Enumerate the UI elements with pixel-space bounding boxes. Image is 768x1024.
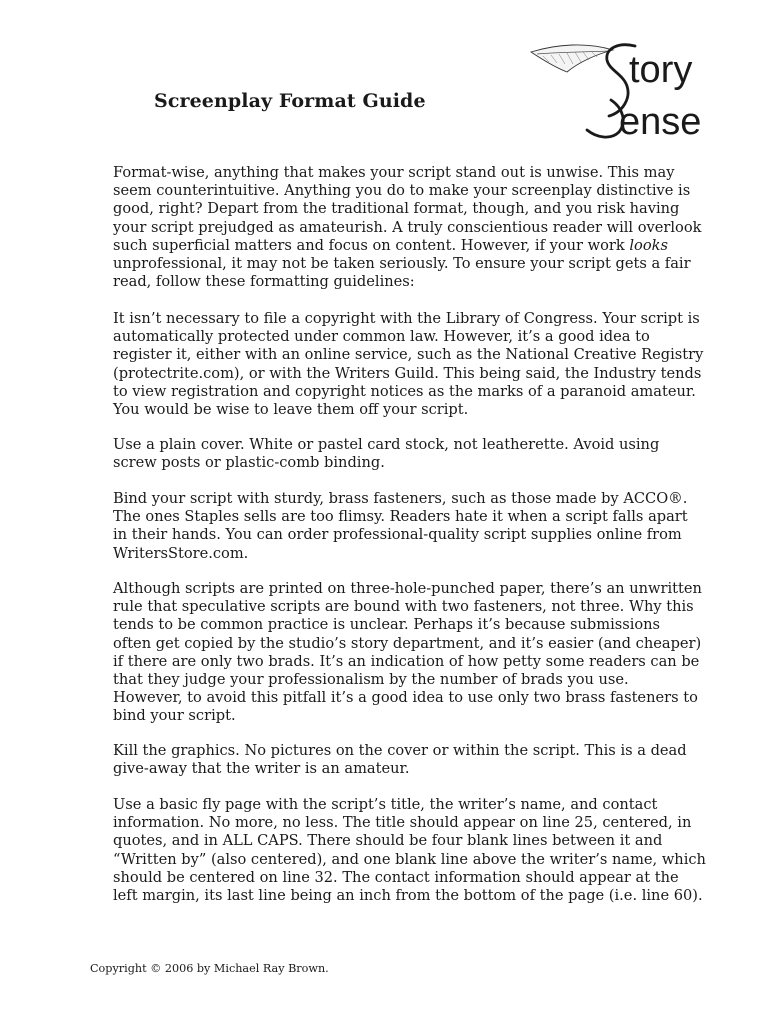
document-title: Screenplay Format Guide bbox=[154, 90, 426, 112]
logo-word-bottom: ense bbox=[619, 101, 702, 143]
text-line: Use a plain cover. White or pastel card stock, not leatherette. Avoid using bbox=[113, 436, 660, 453]
story-sense-logo bbox=[527, 38, 717, 148]
quill-pen-icon bbox=[527, 38, 717, 148]
paragraph-graphics bbox=[113, 742, 687, 778]
paragraph-fasteners bbox=[113, 580, 702, 726]
text-line: your script prejudged as amateurish. A truly conscientious reader will overlook bbox=[113, 218, 702, 236]
text-line: WritersStore.com. bbox=[113, 544, 249, 562]
paragraph-fly-page bbox=[113, 796, 706, 905]
text-line: bind your script. bbox=[113, 707, 236, 725]
text-line: Although scripts are printed on three-hole-punched paper, there’s an unwritten bbox=[113, 580, 702, 597]
text-line: should be centered on line 32. The contact information should appear at the bbox=[113, 868, 679, 886]
text-line: to view registration and copyright notices as the marks of a paranoid amateur. bbox=[113, 382, 696, 400]
text-line: Kill the graphics. No pictures on the cover or within the script. This is a dead bbox=[113, 742, 687, 759]
logo-word-top: tory bbox=[629, 49, 693, 91]
text-line: Use a basic fly page with the script’s title, the writer’s name, and contact bbox=[113, 796, 658, 813]
text-line: give-away that the writer is an amateur. bbox=[113, 760, 410, 778]
text-line: such superficial matters and focus on content. However, if your work bbox=[113, 236, 630, 254]
text-line: “Written by” (also centered), and one blank line above the writer’s name, which bbox=[113, 850, 706, 868]
paragraph-binding bbox=[113, 490, 688, 563]
text-line: It isn’t necessary to file a copyright with the Library of Congress. Your script is bbox=[113, 310, 700, 327]
text-line: You would be wise to leave them off your script. bbox=[113, 401, 469, 419]
text-line: automatically protected under common law. However, it’s a good idea to bbox=[113, 328, 650, 346]
paragraph-cover bbox=[113, 436, 659, 472]
text-line: screw posts or plastic-comb binding. bbox=[113, 454, 385, 472]
text-line: good, right? Depart from the traditional format, though, and you risk having bbox=[113, 200, 680, 218]
text-line: information. No more, no less. The title should appear on line 25, centered, in bbox=[113, 814, 692, 832]
text-line: if there are only two brads. It’s an indication of how petty some readers can be bbox=[113, 652, 700, 670]
text-line: Bind your script with sturdy, brass fasteners, such as those made by ACCO®. bbox=[113, 490, 688, 507]
text-line: register it, either with an online service, such as the National Creative Registry bbox=[113, 346, 704, 364]
text-line: The ones Staples sells are too flimsy. Readers hate it when a script falls apart bbox=[113, 508, 688, 526]
text-line: quotes, and in ALL CAPS. There should be four blank lines between it and bbox=[113, 832, 663, 850]
paragraph-intro bbox=[113, 164, 701, 291]
text-line-with-emphasis bbox=[113, 237, 701, 255]
text-line: unprofessional, it may not be taken seriously. To ensure your script gets a fair bbox=[113, 255, 691, 273]
copyright-footer: Copyright © 2006 by Michael Ray Brown. bbox=[90, 962, 329, 975]
text-line: seem counterintuitive. Anything you do to make your screenplay distinctive is bbox=[113, 182, 691, 200]
text-line: read, follow these formatting guidelines: bbox=[113, 273, 415, 291]
emphasis-word: looks bbox=[629, 236, 668, 254]
text-line: tends to be common practice is unclear. Perhaps it’s because submissions bbox=[113, 616, 661, 634]
text-line: in their hands. You can order professional-quality script supplies online from bbox=[113, 526, 682, 544]
text-line: often get copied by the studio’s story department, and it’s easier (and cheaper) bbox=[113, 634, 702, 652]
text-line: left margin, its last line being an inch from the bottom of the page (i.e. line 60). bbox=[113, 887, 703, 905]
paragraph-copyright bbox=[113, 310, 703, 419]
text-line: Format-wise, anything that makes your script stand out is unwise. This may bbox=[113, 164, 675, 181]
text-line: rule that speculative scripts are bound with two fasteners, not three. Why this bbox=[113, 598, 694, 616]
text-line: that they judge your professionalism by the number of brads you use. bbox=[113, 671, 629, 689]
text-line: (protectrite.com), or with the Writers Guild. This being said, the Industry tends bbox=[113, 364, 702, 382]
text-line: However, to avoid this pitfall it’s a good idea to use only two brass fasteners to bbox=[113, 689, 698, 707]
